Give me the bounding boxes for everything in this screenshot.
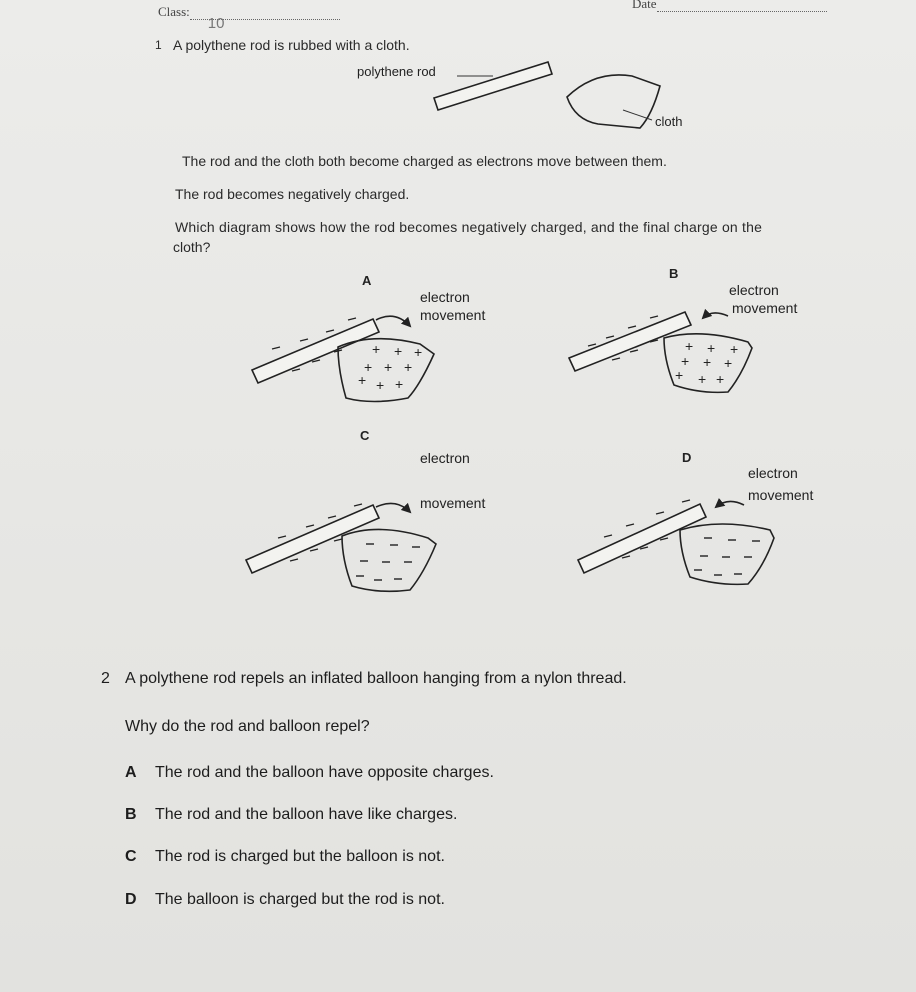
q1-number: 1 xyxy=(155,38,162,52)
svg-text:+: + xyxy=(716,371,725,387)
svg-text:+: + xyxy=(685,338,694,354)
diagram-d-rod xyxy=(578,504,706,573)
svg-text:+: + xyxy=(372,341,381,357)
diagram-d-label1: electron xyxy=(748,465,798,481)
q1-question-line1: Which diagram shows how the rod becomes negatively charged, and the final charge on the xyxy=(175,219,763,235)
diagram-d-cloth xyxy=(680,524,774,584)
q2-option-a-text: The rod and the balloon have opposite charges. xyxy=(155,764,494,781)
diagram-a-label2: movement xyxy=(420,307,486,323)
svg-text:+: + xyxy=(394,343,403,359)
q2-stem: A polythene rod repels an inflated balloon hanging from a nylon thread. xyxy=(125,670,627,687)
diagram-a-arrow xyxy=(376,316,410,326)
svg-text:+: + xyxy=(675,367,684,383)
q1-line1: The rod and the cloth both become charged as electrons move between them. xyxy=(182,153,667,169)
q2-option-c-text: The rod is charged but the balloon is not. xyxy=(155,848,445,865)
diagram-d xyxy=(578,450,813,584)
q2-option-c[interactable] xyxy=(125,848,445,866)
diagram-a-label1: electron xyxy=(420,289,470,305)
diagram-c-letter: C xyxy=(360,428,370,443)
q1-question-line2: cloth? xyxy=(173,239,211,255)
q2-question: Why do the rod and balloon repel? xyxy=(125,718,370,735)
q1-stem: A polythene rod is rubbed with a cloth. xyxy=(173,37,410,53)
fig-rod-label: polythene rod xyxy=(357,64,436,79)
diagram-a-cloth-charges xyxy=(358,341,422,393)
svg-text:+: + xyxy=(395,376,404,392)
svg-text:+: + xyxy=(376,377,385,393)
class-value: 10 xyxy=(207,15,225,32)
q2-option-a-letter: A xyxy=(125,764,137,781)
diagram-c-label2: movement xyxy=(420,495,486,511)
diagram-d-label2: movement xyxy=(748,487,814,503)
q2-option-b-letter: B xyxy=(125,806,137,823)
diagram-c-arrow xyxy=(376,503,410,512)
svg-text:+: + xyxy=(707,340,716,356)
diagram-b-letter: B xyxy=(669,266,679,281)
q2-option-a[interactable] xyxy=(125,764,494,782)
q2-option-b-text: The rod and the balloon have like charges. xyxy=(155,806,458,823)
q1-line2: The rod becomes negatively charged. xyxy=(175,186,410,202)
q2-option-d-letter: D xyxy=(125,891,137,908)
fig-cloth-label: cloth xyxy=(655,114,683,129)
diagram-d-cloth-charges xyxy=(694,538,760,575)
diagram-d-letter: D xyxy=(682,450,692,465)
diagram-d-arrow xyxy=(716,501,744,507)
svg-text:+: + xyxy=(414,344,423,360)
diagram-c-cloth-charges xyxy=(356,544,420,580)
q2-number: 2 xyxy=(101,670,110,687)
class-label: Class: xyxy=(158,4,190,19)
svg-text:+: + xyxy=(364,359,373,375)
diagram-a-letter: A xyxy=(362,273,372,288)
q2-option-d-text: The balloon is charged but the rod is not. xyxy=(155,891,445,908)
diagram-b-cloth-charges xyxy=(675,338,738,387)
svg-text:+: + xyxy=(724,355,733,371)
diagram-b xyxy=(569,266,797,392)
svg-text:+: + xyxy=(358,372,367,388)
svg-text:+: + xyxy=(730,341,739,357)
q2-option-b[interactable] xyxy=(125,806,457,824)
svg-text:+: + xyxy=(698,371,707,387)
diagram-b-rod xyxy=(569,312,694,371)
date-label: Date xyxy=(632,0,657,11)
q2-option-c-letter: C xyxy=(125,848,137,865)
diagram-b-label2: movement xyxy=(732,300,798,316)
diagram-b-arrow xyxy=(703,313,728,318)
svg-text:+: + xyxy=(703,354,712,370)
diagram-c-cloth xyxy=(342,529,436,591)
svg-text:+: + xyxy=(384,359,393,375)
svg-text:+: + xyxy=(404,359,413,375)
diagram-b-label1: electron xyxy=(729,282,779,298)
diagram-a xyxy=(252,273,485,402)
svg-text:+: + xyxy=(681,353,690,369)
diagram-c-label1: electron xyxy=(420,450,470,466)
q2-option-d[interactable] xyxy=(125,891,445,909)
diagram-c xyxy=(246,428,485,591)
diagram-c-rod xyxy=(246,505,379,573)
